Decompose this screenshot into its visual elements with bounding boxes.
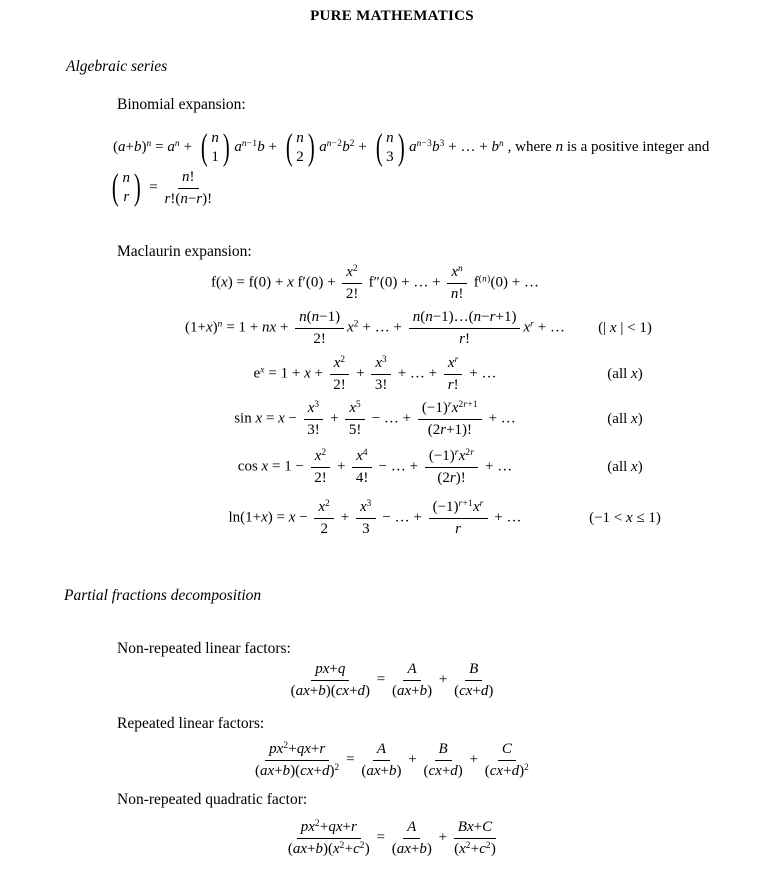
section-heading-partial-fractions: Partial fractions decomposition [64,587,262,604]
row-non-repeated-quadratic-factor [0,811,784,865]
label-binomial-expansion: Binomial expansion: [117,96,246,113]
row-non-repeated-linear-factors [0,655,784,705]
maclaurin-row-f [180,261,680,305]
condition-cos-series: (all x) [607,458,643,475]
formula-exp-series: $e^x = 1 + x$ + $\frac{x^2}{2!}$ + $\frac{x^3}{3!}$ + … + $\frac{x^r}{r!}$ + … [253,354,497,393]
label-non-repeated-quadratic-factor: Non-repeated quadratic factor: [117,791,308,808]
condition-ln-series: (−1 < x ≤ 1) [589,509,661,526]
maclaurin-row-ln [180,496,680,540]
formula-one-plus-x-series: $(1+x)^n = 1$ + nx + $\frac{n(n-1)}{2!}$ $x^2$ + … + $\frac{n(n-1)\dots(n-r+1)}{r!}$ $x^r$ + … [184,308,565,347]
formula-ln-series: ln(1+x) = x − $\frac{x^2}{2}$ + $\frac{x^3}{3}$ − … + $\frac{(-1)^{r+1}x^r}{r}$ + … [228,498,522,537]
label-non-repeated-linear-factors: Non-repeated linear factors: [117,640,291,657]
formula-maclaurin-f: f(x) = f(0) + x f′(0) + $\frac{x^2}{2!}$ f″(0) + … + $\frac{x^n}{n!}$ $f^{(n)}(0)$ + … [211,263,539,302]
formula-binomial-coefficient: ( n r ) = $\frac{n!}{r!(n-r)!}$ [111,167,213,209]
maclaurin-row-exp [180,352,680,396]
formula-non-repeated-linear-factors: $\frac{px+q}{(ax+b)(cx+d)}$ = $\frac{A}{(ax+b)}$ + $\frac{B}{(cx+d)}$ [290,660,494,699]
formula-binomial-expansion: $(a+b)^n = a^n$ + ( n 1 ) $a^{n-1}b$ + ( n 2 ) $a^{n-2}b^2$ + ( n 3 ) $a^{n-3}b^3$ + … + $b^n$ , where n is a positive integer and [113,127,710,169]
row-repeated-linear-factors [0,733,784,787]
maclaurin-row-sin [180,397,680,441]
maclaurin-row-cos [180,445,680,489]
formula-repeated-linear-factors: $\frac{px^2+qx+r}{(ax+b)(cx+d)^2}$ = $\frac{A}{(ax+b)}$ + $\frac{B}{(cx+d)}$ + $\frac{C}{(cx+d)^2}$ [254,740,530,779]
formula-sin-series: sin x = x − $\frac{x^3}{3!}$ + $\frac{x^5}{5!}$ − … + $\frac{(-1)^rx^{2r+1}}{(2r+1)!}$ + … [234,399,516,438]
condition-one-plus-x-series: (| x | < 1) [598,319,652,336]
condition-sin-series: (all x) [607,410,643,427]
formula-non-repeated-quadratic-factor: $\frac{px^2+qx+r}{(ax+b)(x^2+c^2)}$ = $\frac{A}{(ax+b)}$ + $\frac{Bx+C}{(x^2+c^2)}$ [287,818,496,857]
page-title: PURE MATHEMATICS [310,8,474,24]
section-heading-algebraic-series: Algebraic series [66,58,168,75]
maclaurin-row-one-plus-x [180,306,680,350]
label-repeated-linear-factors: Repeated linear factors: [117,715,265,732]
formula-cos-series: cos x = 1 − $\frac{x^2}{2!}$ + $\frac{x^4}{4!}$ − … + $\frac{(-1)^rx^{2r}}{(2r)!}$ + … [237,447,513,486]
condition-exp-series: (all x) [607,365,643,382]
label-maclaurin-expansion: Maclaurin expansion: [117,243,252,260]
